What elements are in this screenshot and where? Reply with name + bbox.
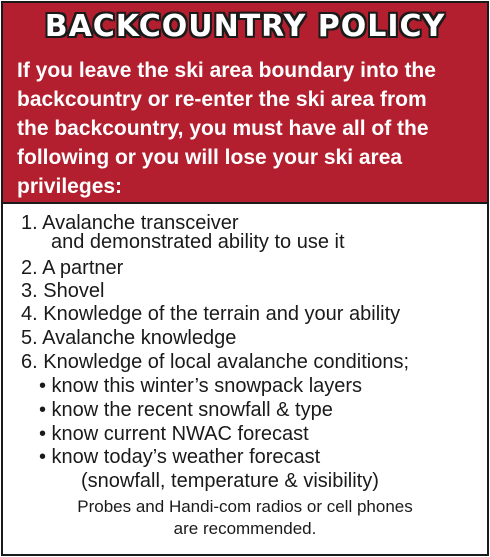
policy-intro (17, 56, 479, 201)
list-item (21, 327, 236, 349)
item-number: 4. (21, 303, 38, 325)
backcountry-policy-sign (1, 1, 489, 556)
sign-title: BACKCOUNTRY POLICY (44, 9, 446, 44)
item-text: Avalanche knowledge (42, 327, 237, 349)
bullet-subnote: (snowfall, temperature & visibility) (81, 470, 379, 492)
intro-line: privileges: (17, 175, 123, 198)
list-item (21, 351, 409, 373)
footer-line: Probes and Handi-com radios or cell phones (77, 497, 413, 516)
list-item (21, 257, 123, 279)
item-text: Shovel (43, 280, 105, 302)
bullet-item: • know the recent snowfall & type (39, 399, 333, 421)
item-text: and demonstrated ability to use it (51, 231, 345, 253)
item-number: 5. (21, 327, 38, 349)
list-item (51, 231, 345, 253)
bullet-item: • know current NWAC forecast (39, 423, 309, 445)
footer-line: are recommended. (173, 519, 317, 538)
list-item (21, 303, 400, 325)
bullet-item: • know this winter’s snowpack layers (39, 375, 363, 397)
intro-line: following or you will lose your ski area (17, 146, 403, 169)
list-item (21, 280, 104, 302)
item-text: Knowledge of the terrain and your ability (43, 303, 401, 325)
intro-line: backcountry or re-enter the ski area from (17, 88, 427, 111)
bullet-item: • know today’s weather forecast (39, 446, 321, 468)
item-number: 6. (21, 351, 38, 373)
item-text: Knowledge of local avalanche conditions; (43, 351, 410, 373)
intro-line: If you leave the ski area boundary into the (17, 59, 436, 82)
item-number: 2. (21, 257, 38, 279)
sign-header (3, 3, 487, 204)
intro-line: the backcountry, you must have all of the (17, 117, 429, 140)
item-text: Avalanche transceiver (42, 212, 239, 234)
item-number: 3. (21, 280, 38, 302)
item-text: A partner (42, 257, 124, 279)
item-number: 1. (21, 212, 38, 234)
